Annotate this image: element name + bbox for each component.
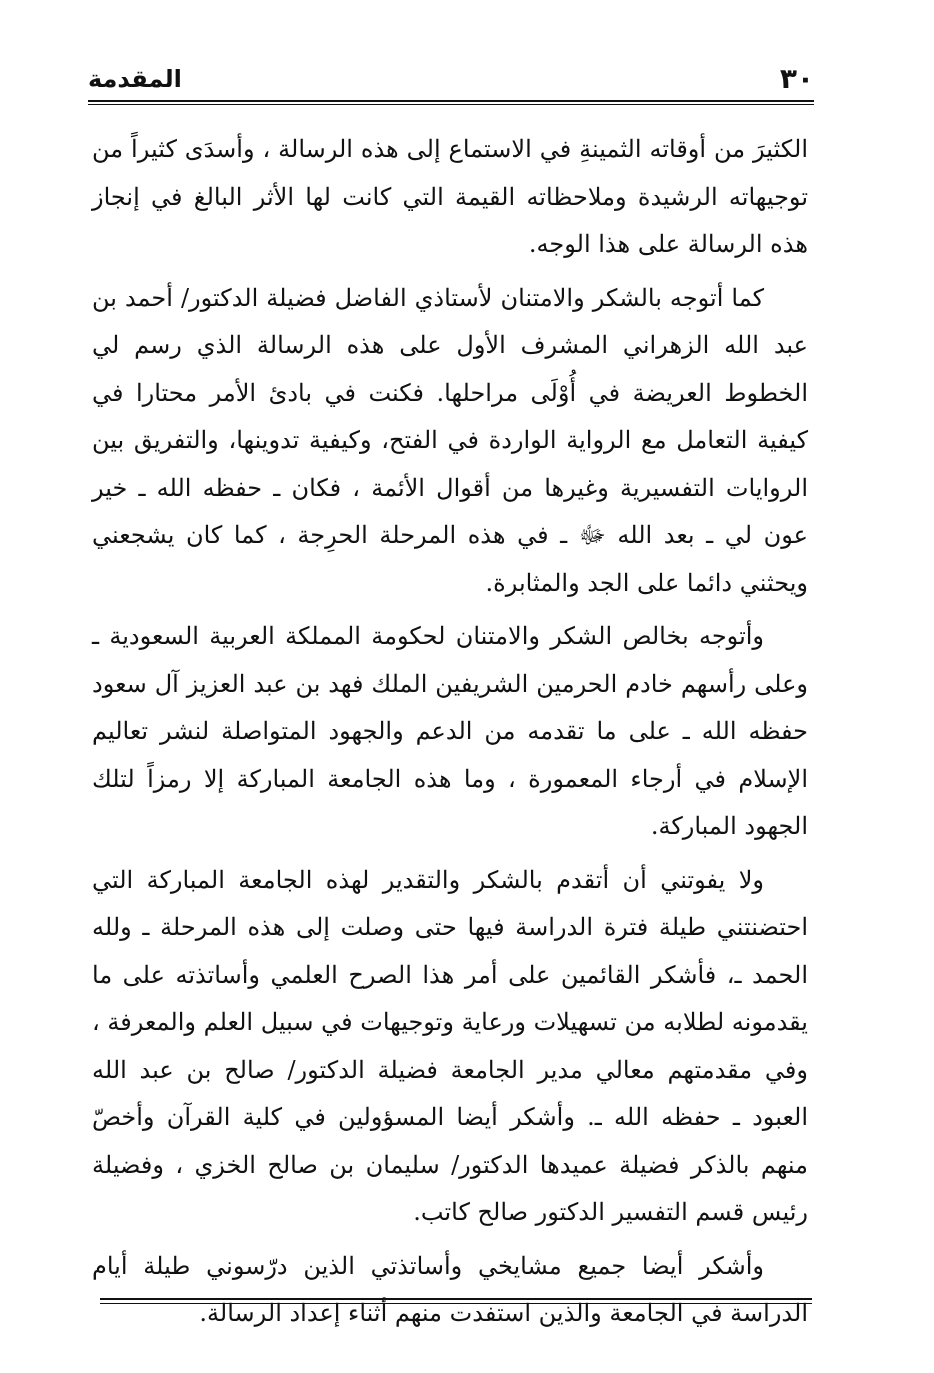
footer-rule: [100, 1298, 812, 1300]
paragraph-teachers-thanks: وأشكر أيضا جميع مشايخي وأساتذتي الذين درّسوني طيلة أيام الدراسة في الجامعة والذين استفدت منهم أثناء إعداد الرسالة.: [92, 1251, 808, 1327]
paragraph-university-thanks: ولا يفوتني أن أتقدم بالشكر والتقدير لهذه الجامعة المباركة التي احتضنتني طيلة فترة الدراسة فيها حتى وصلت إلى هذه المرحلة ـ ولله الحمد ـ، فأشكر القائمين على أمر هذا الصرح العلمي وأساتذته على ما يقدمونه لطلابه من تسهيلات ورعاية وتوجيهات في سبيل العلم والمعرفة ، وفي مقدمتهم معالي مدير الجامعة فضيلة الدكتور/ صالح بن عبد الله العبود ـ حفظه الله ـ. وأشكر أيضا المسؤولين في كلية القرآن وأخصّ منهم بالذكر فضيلة عميدها الدكتور/ سليمان بن صالح الخزي ، وفضيلة رئيس قسم التفسير الدكتور صالح كاتب.: [92, 865, 808, 1226]
body-text: [92, 126, 808, 1344]
page-number: ٣٠: [779, 62, 814, 95]
paragraph-government-thanks: وأتوجه بخالص الشكر والامتنان لحكومة المملكة العربية السعودية ـ وعلى رأسهم خادم الحرمين الشريفين الملك فهد بن عبد العزيز آل سعود حفظه الله ـ على ما تقدمه من الدعم والجهود المتواصلة لنشر تعاليم الإسلام في أرجاء المعمورة ، وما هذه الجامعة المباركة إلا رمزاً لتلك الجهود المباركة.: [92, 622, 808, 840]
running-title: المقدمة: [88, 65, 182, 93]
paragraph-continuation: الكثيرَ من أوقاته الثمينةِ في الاستماع إلى هذه الرسالة ، وأسدَى كثيراً من توجيهاته الرشيدة وملاحظاته القيمة التي كانت لها الأثر البالغ في إنجاز هذه الرسالة على هذا الوجه.: [92, 135, 808, 258]
page-header: [88, 62, 814, 98]
paragraph-supervisor-thanks: كما أتوجه بالشكر والامتنان لأستاذي الفاضل فضيلة الدكتور/ أحمد بن عبد الله الزهراني المشرف الأول على هذه الرسالة الذي رسم لي الخطوط العريضة في أُوْلَى مراحلها. فكنت في بادئ الأمر محتارا في كيفية التعامل مع الرواية الواردة في الفتح، وكيفية تدوينها، والتفريق بين الروايات التفسيرية وغيرها من أقوال الأئمة ، فكان ـ حفظه الله ـ خير عون لي ـ بعد الله ﷻ ـ في هذه المرحلة الحرِجة ، كما كان يشجعني ويحثني دائما على الجد والمثابرة.: [92, 283, 809, 597]
header-rule-thin: [88, 104, 814, 105]
header-rule: [88, 100, 814, 102]
footer-rule-thin: [100, 1303, 812, 1304]
